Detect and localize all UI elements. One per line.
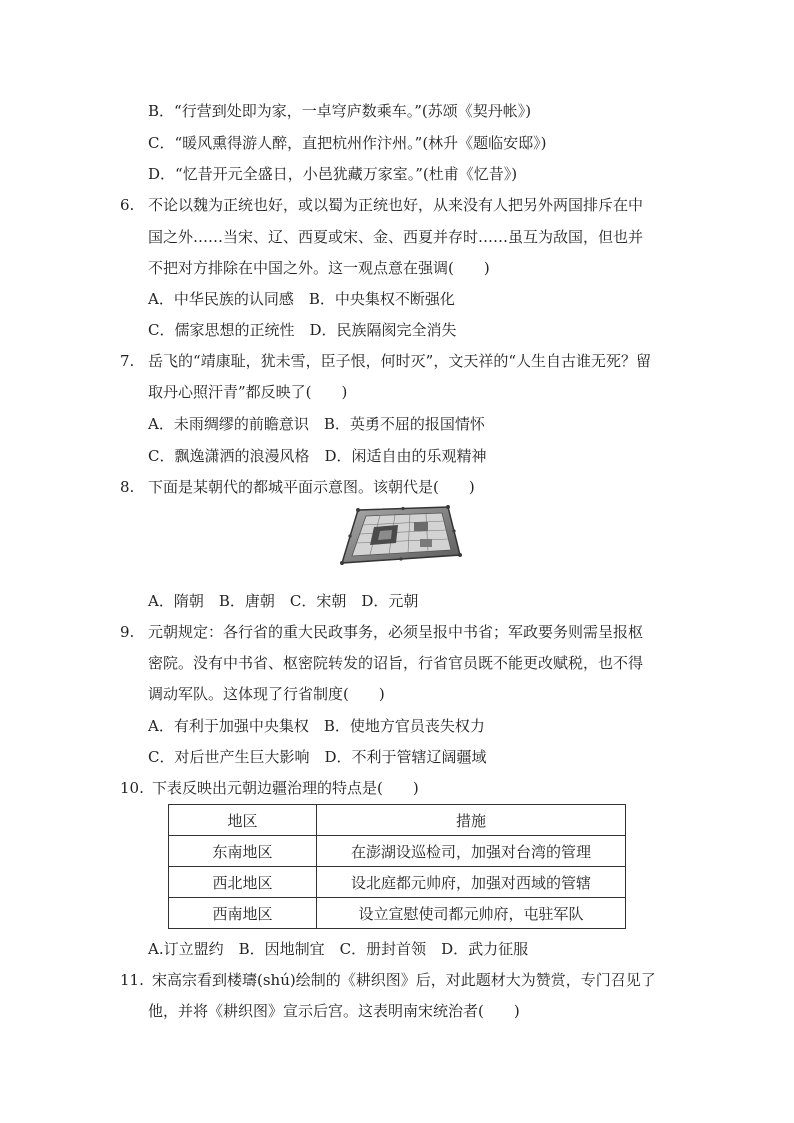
table-cell: 东南地区 (169, 836, 317, 867)
question-9-options: A．有利于加强中央集权 B．使地方官员丧失权力 (148, 717, 485, 735)
option-d-prev: D．“忆昔开元全盛日，小邑犹藏万家室。”(杜甫《忆昔》) (148, 165, 518, 183)
table-header-row (169, 805, 626, 836)
table-row (169, 836, 626, 867)
question-6-options: C．儒家思想的正统性 D．民族隔阂完全消失 (148, 321, 457, 339)
question-6-number: 6. (120, 196, 135, 214)
question-9-number: 9. (120, 623, 135, 641)
option-b-prev: B．“行营到处即为家，一卓穹庐数乘车。”(苏颂《契丹帐》) (148, 102, 532, 120)
question-6-line: 国之外……当宋、辽、西夏或宋、金、西夏并存时……虽互为敌国，但也并 (148, 228, 644, 246)
question-10-options: A.订立盟约 B．因地制宜 C．册封首领 D．武力征服 (148, 940, 529, 958)
question-11-number: 11. (120, 971, 144, 989)
table-header-cell: 措施 (317, 805, 626, 836)
question-8-options: A．隋朝 B．唐朝 C．宋朝 D．元朝 (148, 592, 419, 610)
question-6-line: 不论以魏为正统也好，或以蜀为正统也好，从来没有人把另外两国排斥在中 (148, 196, 644, 214)
table-row (169, 867, 626, 898)
border-governance-table (168, 804, 626, 929)
table-cell: 西北地区 (169, 867, 317, 898)
option-c-prev: C．“暖风熏得游人醉，直把杭州作汴州。”(林升《题临安邸》) (148, 134, 547, 152)
table-cell: 在澎湖设巡检司，加强对台湾的管理 (317, 836, 626, 867)
question-6-line: 不把对方排除在中国之外。这一观点意在强调( ) (148, 259, 490, 277)
question-9-line: 调动军队。这体现了行省制度( ) (148, 685, 385, 703)
question-8-line: 下面是某朝代的都城平面示意图。该朝代是( ) (148, 478, 475, 496)
question-9-options: C．对后世产生巨大影响 D．不利于管辖辽阔疆域 (148, 748, 487, 766)
table-header-cell: 地区 (169, 805, 317, 836)
question-7-number: 7. (120, 352, 135, 370)
table-cell: 设北庭都元帅府，加强对西域的管辖 (317, 867, 626, 898)
question-10-number: 10. (120, 779, 144, 797)
question-11-line: 他，并将《耕织图》宣示后宫。这表明南宋统治者( ) (148, 1002, 520, 1020)
question-10-line: 下表反映出元朝边疆治理的特点是( ) (152, 779, 419, 797)
table-row (169, 898, 626, 929)
question-8-number: 8. (120, 478, 135, 496)
table-cell: 西南地区 (169, 898, 317, 929)
question-9-line: 密院。没有中书省、枢密院转发的诏旨，行省官员既不能更改赋税，也不得 (148, 654, 644, 672)
question-7-options: C．飘逸潇洒的浪漫风格 D．闲适自由的乐观精神 (148, 447, 487, 465)
question-7-options: A．未雨绸缪的前瞻意识 B．英勇不屈的报国情怀 (148, 415, 485, 433)
question-7-line: 取丹心照汗青”都反映了( ) (148, 383, 348, 401)
question-7-line: 岳飞的“靖康耻，犹未雪，臣子恨，何时灭”，文天祥的“人生自古谁无死？留 (148, 352, 652, 370)
question-6-options: A．中华民族的认同感 B．中央集权不断强化 (148, 290, 455, 308)
capital-city-plan-image (336, 505, 462, 565)
question-11-line: 宋高宗看到楼璹(shú)绘制的《耕织图》后，对此题材大为赞赏，专门召见了 (152, 971, 656, 989)
question-9-line: 元朝规定：各行省的重大民政事务，必须呈报中书省；军政要务则需呈报枢 (148, 623, 644, 641)
table-cell: 设立宣慰使司都元帅府，屯驻军队 (317, 898, 626, 929)
